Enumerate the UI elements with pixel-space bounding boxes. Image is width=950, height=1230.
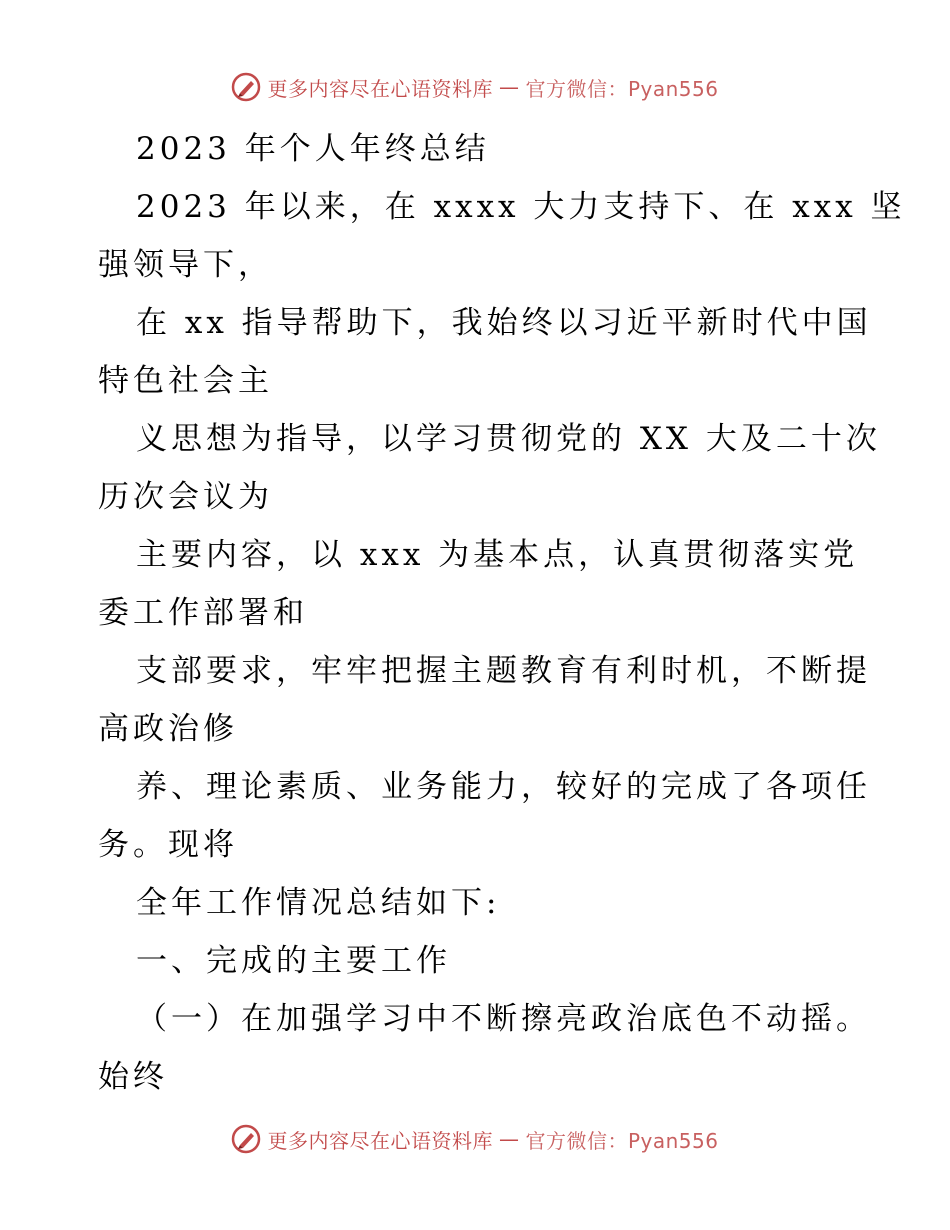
paragraph-line: 特色社会主 — [98, 363, 273, 399]
paragraph-line: 强领导下， — [98, 247, 273, 283]
watermark-wechat: 官方微信：Pyan556 — [525, 76, 719, 101]
paragraph-line: 养、理论素质、业务能力，较好的完成了各项任 — [136, 769, 871, 805]
document-title: 2023 年个人年终总结 — [136, 131, 490, 167]
section-heading: 一、完成的主要工作 — [136, 943, 451, 979]
watermark-banner-top — [0, 72, 950, 102]
subsection-heading: （一）在加强学习中不断擦亮政治底色不动摇。 — [136, 1001, 871, 1037]
pen-logo-icon — [231, 72, 261, 102]
watermark-dash: — — [498, 75, 520, 99]
paragraph-line: 支部要求，牢牢把握主题教育有利时机，不断提 — [136, 653, 871, 689]
paragraph-line: 务。现将 — [98, 827, 238, 863]
watermark-banner-bottom — [0, 1124, 950, 1154]
paragraph-line: 委工作部署和 — [98, 595, 308, 631]
watermark-text: 更多内容尽在心语资料库 — [267, 76, 493, 101]
watermark-wechat: 官方微信：Pyan556 — [525, 1128, 719, 1153]
paragraph-line: 主要内容，以 xxx 为基本点，认真贯彻落实党 — [136, 537, 859, 573]
paragraph-line: 始终 — [98, 1059, 168, 1095]
paragraph-line: 全年工作情况总结如下: — [136, 885, 501, 921]
watermark-text: 更多内容尽在心语资料库 — [267, 1128, 493, 1153]
paragraph-line: 历次会议为 — [98, 479, 273, 515]
paragraph-line: 在 xx 指导帮助下，我始终以习近平新时代中国 — [136, 305, 872, 341]
paragraph-line: 义思想为指导，以学习贯彻党的 XX 大及二十次 — [136, 421, 881, 457]
paragraph-line: 高政治修 — [98, 711, 238, 747]
document-body — [98, 120, 906, 1106]
pen-logo-icon — [231, 1124, 261, 1154]
watermark-dash: — — [498, 1127, 520, 1151]
paragraph-line: 2023 年以来，在 xxxx 大力支持下、在 xxx 坚 — [136, 189, 906, 225]
